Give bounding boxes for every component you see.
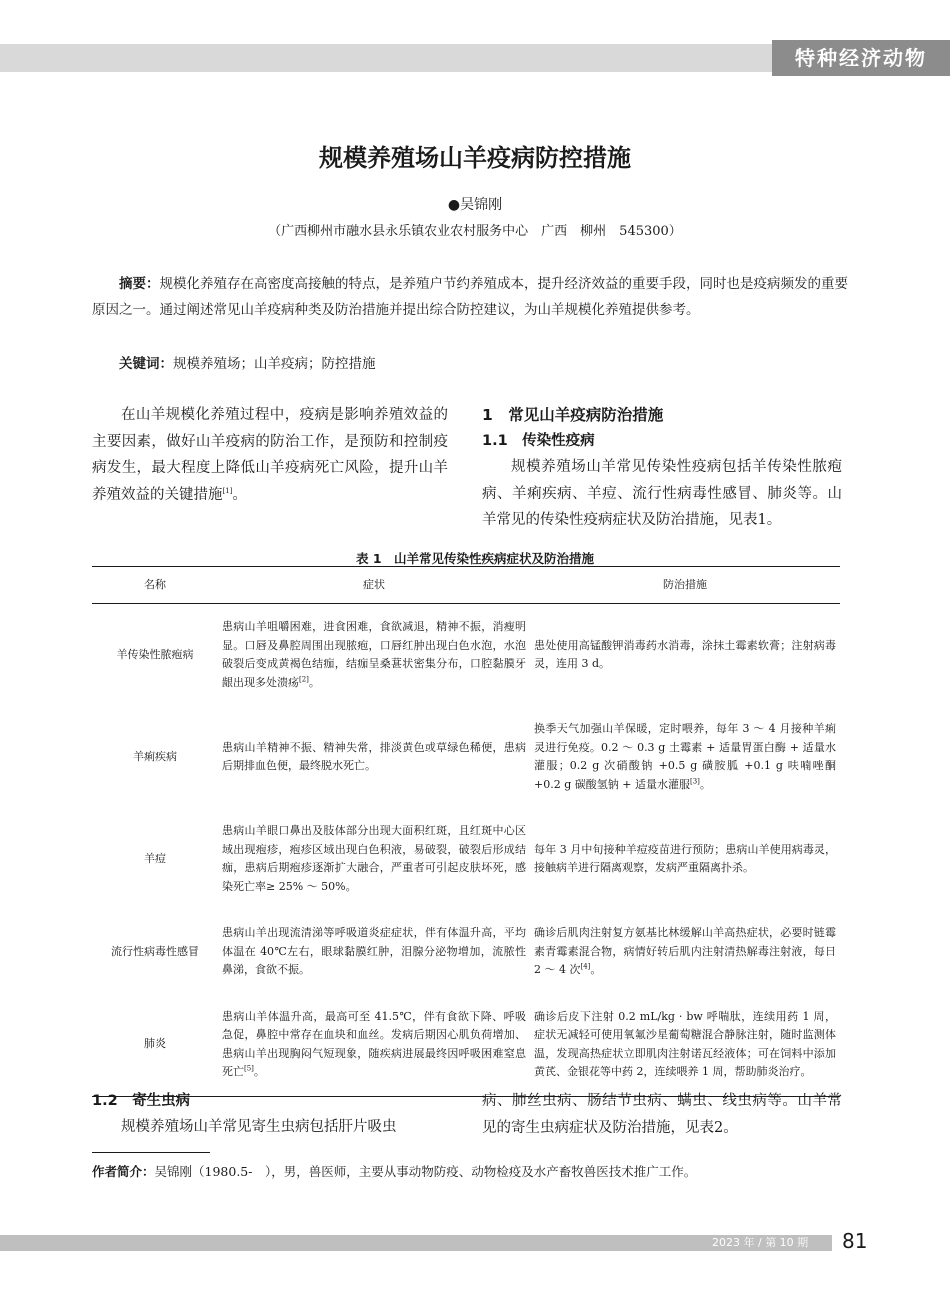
table-header-row	[92, 567, 840, 604]
keywords	[92, 351, 850, 377]
table1	[92, 566, 840, 1097]
page-number: 81	[842, 1229, 868, 1253]
section1-1-heading: 1.1 传染性疫病	[482, 433, 595, 449]
intro-end: 。	[232, 486, 247, 503]
citation: [1]	[222, 486, 233, 495]
section1-2-paragraph: 规模养殖场山羊常见寄生虫病包括肝片吸虫	[121, 1119, 397, 1135]
table1-caption: 表 1 山羊常见传染性疾病症状及防治措施	[355, 551, 595, 566]
keywords-label: 关键词：	[119, 356, 173, 372]
treatment-cell: 患处使用高锰酸钾消毒药水消毒，涂抹土霉素软膏；注射病毒灵，连用 3 d。	[534, 638, 836, 670]
section1-1-paragraph: 规模养殖场山羊常见传染性疫病包括羊传染性脓疱病、羊痢疾病、羊痘、流行性病毒性感冒、肺炎等。山羊常见的传染性疫病症状及防治措施，见表1。	[482, 459, 842, 528]
table-row	[92, 706, 840, 808]
citation: [4]	[580, 962, 591, 971]
symptom-cell: 患病山羊精神不振、精神失常，排淡黄色或草绿色稀便，患病后期排血色便，最终脱水死亡。	[222, 740, 526, 772]
footnote-divider	[92, 1152, 210, 1153]
article-title: 规模养殖场山羊疫病防控措施	[319, 144, 631, 172]
citation: [3]	[689, 776, 700, 785]
section1-column	[482, 402, 842, 534]
header-treatment: 防治措施	[530, 567, 840, 604]
keywords-text: 规模养殖场；山羊疫病；防控措施	[173, 356, 376, 372]
section1-2-column	[92, 1088, 448, 1141]
section1-2-continued	[482, 1088, 842, 1141]
symptom-cell: 患病山羊体温升高，最高可至 41.5℃，伴有食欲下降、呼吸急促，鼻腔中常存在血块和血丝。发病后期因心肌负荷增加、患病山羊出现胸闷气短现象，随疾病进展最终因呼吸困难窒息死亡[5]。	[218, 994, 530, 1097]
footer-bar	[0, 1235, 832, 1251]
treatment-cell: 确诊后皮下注射 0.2 mL/kg · bw 呼喘肽，连续用药 1 周，症状无减轻可使用氧氟沙星葡萄糖混合静脉注射，随时监测体温，发现高热症状立即肌肉注射诺瓦经液体；可在饲料中添加黄芪、金银花等中药 2，连续喂养 1 周，帮助肺炎治疗。	[530, 994, 840, 1097]
disease-name: 肺炎	[92, 994, 218, 1097]
abstract-text: 规模化养殖存在高密度高接触的特点，是养殖户节约养殖成本，提升经济效益的重要手段，同时也是疫病频发的重要原因之一。通过阐述常见山羊疫病种类及防治措施并提出综合防控建议，为山羊规模化养殖提供参考。	[92, 276, 848, 318]
section1-2-paragraph-continued: 病、肺丝虫病、肠结节虫病、螨虫、线虫病等。山羊常见的寄生虫病症状及防治措施，见表2。	[482, 1093, 842, 1136]
disease-name: 羊传染性脓疱病	[116, 647, 194, 661]
header-name: 名称	[92, 567, 218, 604]
treatment-cell: 确诊后肌肉注射复方氨基比林缓解山羊高热症状，必要时链霉素青霉素混合物，病情好转后肌内注射清热解毒注射液，每日 2 ～ 4 次[4]。	[534, 926, 836, 976]
symptom-cell: 患病山羊咀嚼困难，进食困难，食欲减退，精神不振，消瘦明显。口唇及鼻腔周围出现脓疱，口唇红肿出现白色水泡，水泡破裂后变成黄褐色结痂，结痂呈桑葚状密集分布，口腔黏膜牙龈出现多处溃疡[2]。	[222, 620, 526, 689]
article-author: ●吴锦刚	[447, 197, 503, 213]
symptom-cell: 患病山羊眼口鼻出及肢体部分出现大面积红斑，且红斑中心区域出现疱疹，疱疹区域出现白色积液，易破裂，破裂后形成结痂，患病后期疱疹逐渐扩大融合，严重者可引起皮肤坏死，感染死亡率≥ 25% ～ 50%。	[222, 824, 526, 893]
section1-2-heading: 1.2 寄生虫病	[92, 1093, 191, 1109]
table-row	[92, 994, 840, 1097]
author-note	[92, 1162, 850, 1182]
header-symptom: 症状	[218, 567, 530, 604]
disease-name: 羊痢疾病	[133, 749, 177, 763]
treatment-cell: 换季天气加强山羊保暖，定时喂养，每年 3 ～ 4 月接种羊痢灵进行免疫。0.2 ～ 0.3 g 土霉素 + 适量胃蛋白酶 + 适量水灌服；0.2 g 次硝酸钠 +0.5 g 磺胺胍 +0.1 g 呋喃唑酮 +0.2 g 碳酸氢钠 + 适量水灌服[3]。	[534, 722, 836, 791]
citation: [2]	[299, 674, 309, 683]
abstract	[92, 271, 850, 323]
article-affiliation: （广西柳州市融水县永乐镇农业农村服务中心 广西 柳州 545300）	[268, 224, 682, 239]
table-row	[92, 910, 840, 994]
author-note-label: 作者简介：	[92, 1164, 155, 1179]
footer-issue: 2023 年 / 第 10 期	[712, 1236, 809, 1249]
symptom-cell: 患病山羊出现流清涕等呼吸道炎症症状，伴有体温升高，平均体温在 40℃左右，眼球黏膜红肿，泪腺分泌物增加，流脓性鼻涕，食欲不振。	[222, 926, 526, 976]
citation: [5]	[244, 1064, 254, 1073]
disease-name: 流行性病毒性感冒	[111, 944, 199, 958]
abstract-label: 摘要：	[119, 276, 160, 292]
section1-heading: 1 常见山羊疫病防治措施	[482, 406, 664, 424]
disease-name: 羊痘	[144, 851, 166, 865]
intro-column	[92, 402, 448, 508]
intro-text: 在山羊规模化养殖过程中，疫病是影响养殖效益的主要因素，做好山羊疫病的防治工作，是预防和控制疫病发生，最大程度上降低山羊疫病死亡风险，提升山羊养殖效益的关键措施	[92, 407, 448, 503]
section-tag: 特种经济动物	[772, 40, 950, 76]
table-row	[92, 808, 840, 910]
intro-paragraph	[92, 402, 448, 508]
table-row	[92, 604, 840, 707]
author-note-text: 吴锦刚（1980.5- ），男，兽医师，主要从事动物防疫、动物检疫及水产畜牧兽医技术推广工作。	[154, 1164, 697, 1179]
treatment-cell: 每年 3 月中旬接种羊痘疫苗进行预防；患病山羊使用病毒灵，接触病羊进行隔离观察，发病严重隔离扑杀。	[534, 842, 836, 874]
